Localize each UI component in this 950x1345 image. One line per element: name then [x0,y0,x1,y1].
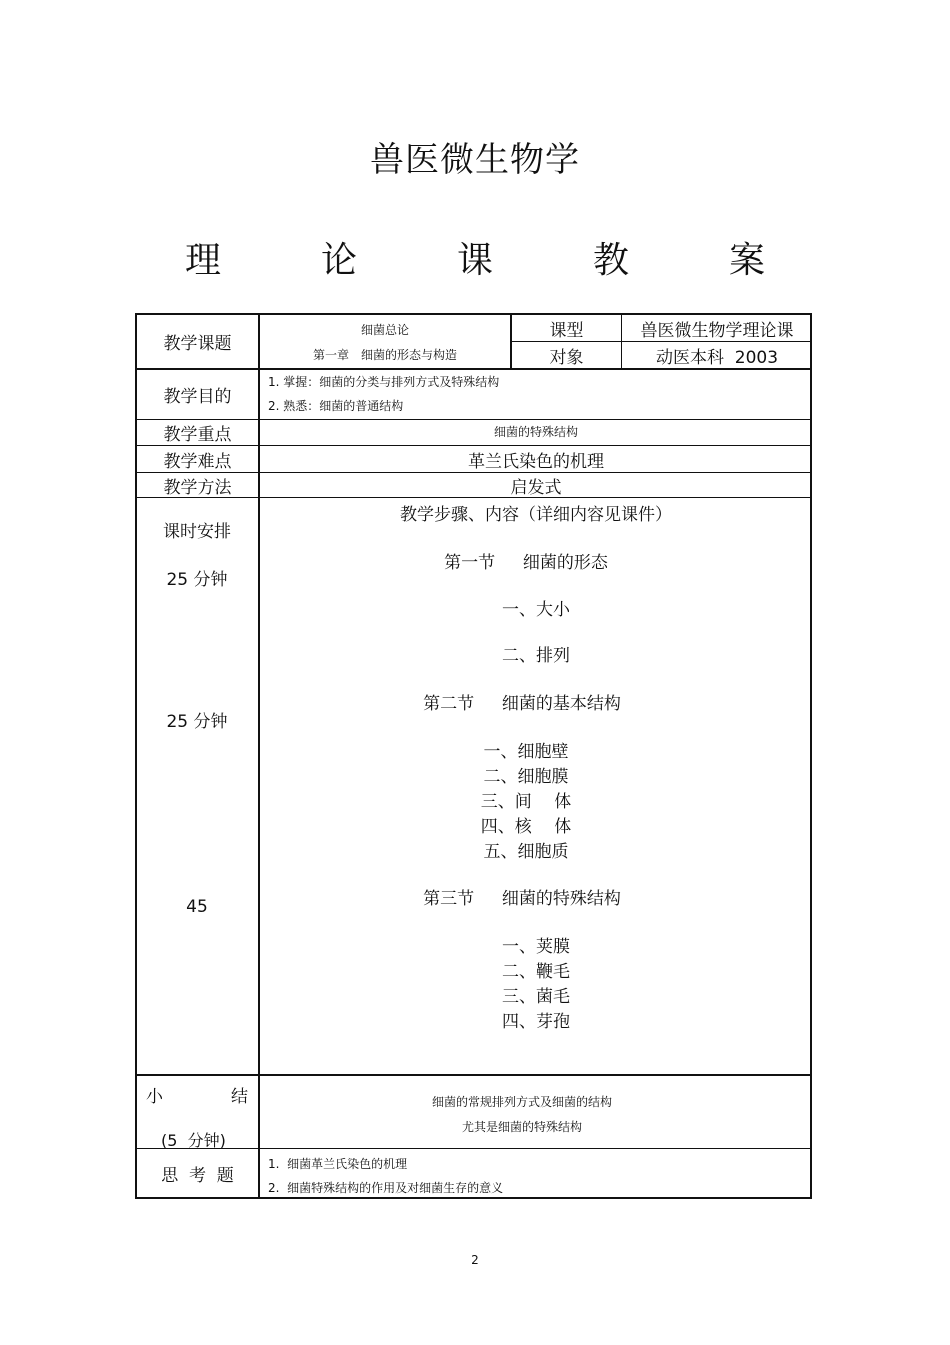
section-item: 三、间 体 [480,792,572,812]
section-item: 三、菌毛 [502,987,570,1007]
section-item: 一、大小 [502,600,570,620]
summary-label-left: 小 [146,1087,163,1107]
schedule-time-column [137,498,258,1074]
topic-line2: 第一章 细菌的形态与构造 [312,347,457,362]
objectives-list [268,371,798,419]
lesson-plan-table [135,313,812,1199]
section-item: 四、核 体 [480,817,572,837]
section-item: 二、排列 [502,646,570,666]
page-number: 2 [471,1253,479,1267]
course-type-label: 课型 [549,320,584,341]
section-heading: 第一节 细菌的形态 [444,553,608,573]
section-item: 二、细胞膜 [483,767,569,787]
document-subtitle [185,232,765,283]
summary-label-right: 结 [231,1087,248,1107]
section-item: 五、细胞质 [483,842,569,862]
questions-label: 思 考 题 [161,1165,234,1186]
topic-value [260,315,510,368]
method-value: 启发式 [510,477,562,498]
schedule-label: 课时安排 [163,522,231,542]
subtitle-char: 理 [185,240,222,281]
schedule-header: 教学步骤、内容（详细内容见课件） [400,505,672,525]
summary-label [137,1076,258,1148]
section-item: 二、鞭毛 [502,962,570,982]
method-label: 教学方法 [163,477,232,498]
schedule-time: 25 分钟 [166,712,228,732]
schedule-time: 25 分钟 [166,570,228,590]
audience-value: 动医本科 2003 [655,347,779,368]
summary-duration: (5 分钟) [161,1131,226,1150]
section-item: 一、荚膜 [502,937,570,957]
question-item: 1. 细菌革兰氏染色的机理 [268,1157,408,1171]
summary-content [260,1076,812,1148]
key-point-value: 细菌的特殊结构 [493,424,578,439]
question-item: 2. 细菌特殊结构的作用及对细菌生存的意义 [268,1181,504,1195]
questions-list [268,1149,798,1197]
subtitle-char: 案 [728,240,765,281]
schedule-time: 45 [186,897,208,917]
schedule-content [260,498,812,1074]
subtitle-char: 课 [456,240,493,281]
section-heading: 第三节 细菌的特殊结构 [423,889,621,909]
topic-line1: 细菌总论 [360,322,409,337]
subtitle-char: 教 [592,240,629,281]
difficulty-label: 教学难点 [163,451,232,472]
document-title: 兽医微生物学 [370,140,580,180]
objective-item: 2. 熟悉：细菌的普通结构 [268,399,404,413]
key-point-label: 教学重点 [163,425,232,445]
audience-label: 对象 [549,347,584,368]
section-item: 一、细胞壁 [483,742,569,762]
section-heading: 第二节 细菌的基本结构 [423,694,621,714]
subtitle-char: 论 [320,240,357,281]
difficulty-value: 革兰氏染色的机理 [468,451,604,472]
section-item: 四、芽孢 [502,1012,570,1032]
summary-line: 细菌的常规排列方式及细菌的结构 [431,1095,612,1109]
topic-label: 教学课题 [163,334,232,354]
summary-line: 尤其是细菌的特殊结构 [461,1120,582,1134]
course-type-value: 兽医微生物学理论课 [640,320,794,341]
objective-item: 1. 掌握：细菌的分类与排列方式及特殊结构 [268,375,500,389]
objectives-label: 教学目的 [163,387,232,407]
